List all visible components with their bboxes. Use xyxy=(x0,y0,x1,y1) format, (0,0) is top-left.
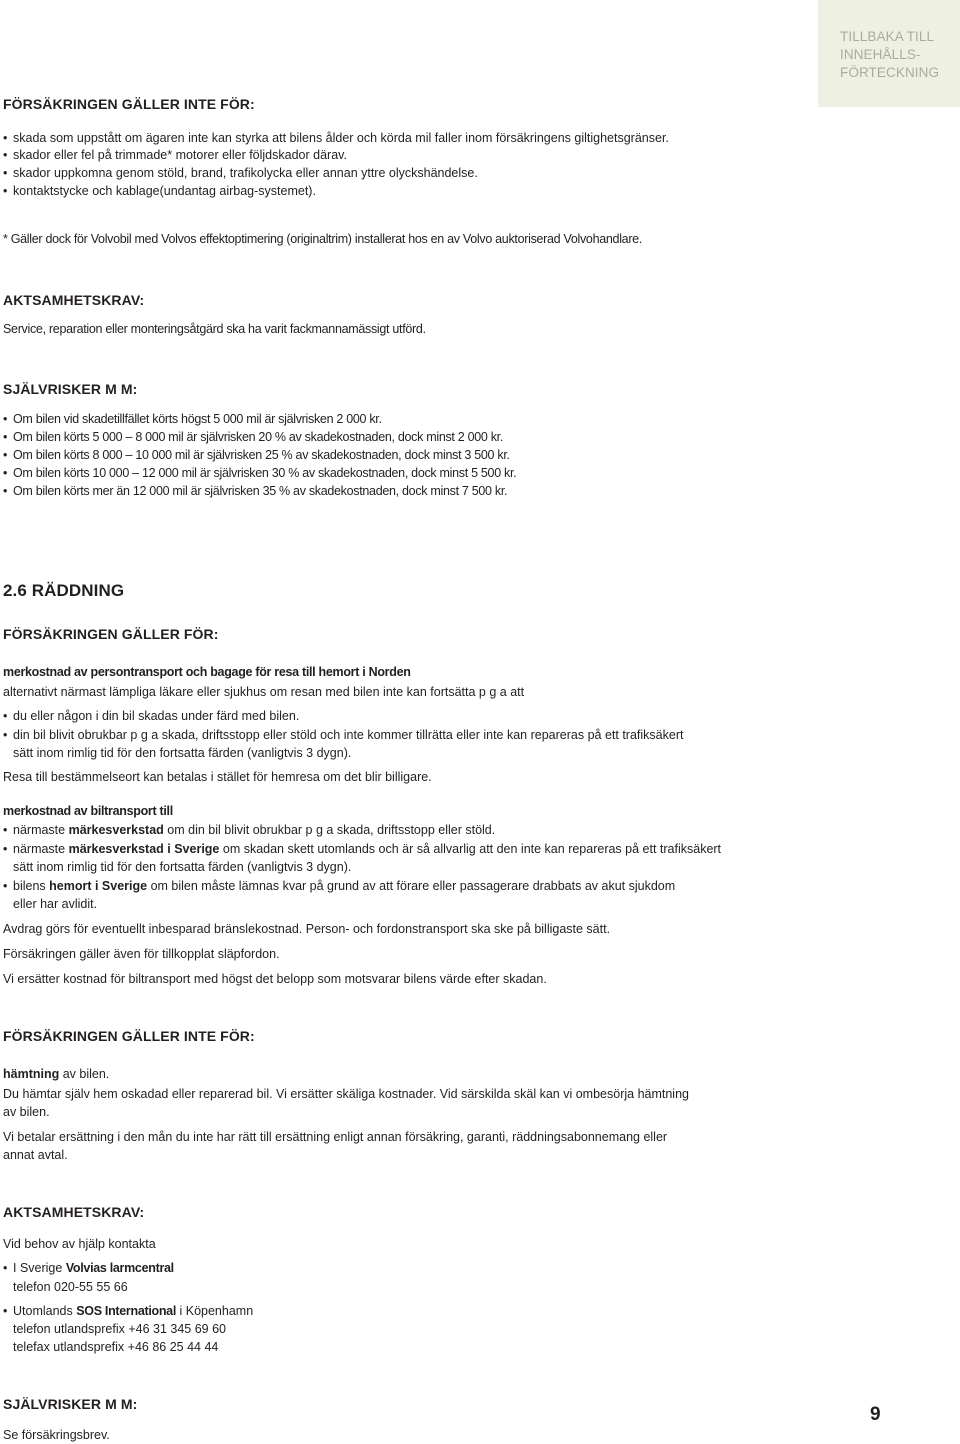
toc-link-line-3: FÖRTECKNING xyxy=(840,65,940,80)
contact-item: • I Sverige Volvias larmcentral xyxy=(3,1261,174,1275)
list-item-continuation: sätt inom rimlig tid för den fortsatta färden (vanligtvis 3 dygn). xyxy=(13,860,352,874)
toc-link-line-1: TILLBAKA TILL xyxy=(840,29,935,44)
paragraph: Resa till bestämmelseort kan betalas i stället för hemresa om det blir billigare. xyxy=(3,770,432,784)
section-heading-exclusions-2: FÖRSÄKRINGEN GÄLLER INTE FÖR: xyxy=(3,1028,255,1044)
list-item: • närmaste märkesverkstad i Sverige om skadan skett utomlands och är så allvarlig att den inte kan repareras på ett trafiksäkert xyxy=(3,842,722,856)
list-item-continuation: sätt inom rimlig tid för den fortsatta färden (vanligtvis 3 dygn). xyxy=(13,746,352,760)
paragraph: Vi betalar ersättning i den mån du inte har rätt till ersättning enligt annan försäkring, garanti, räddningsabonnemang eller xyxy=(3,1130,668,1144)
list-item: • Om bilen körts mer än 12 000 mil är självrisken 35 % av skadekostnaden, dock minst 7 500 kr. xyxy=(3,484,508,498)
phone-number: telefon 020-55 55 66 xyxy=(13,1280,128,1294)
list-item: • din bil blivit obrukbar p g a skada, driftsstopp eller stöld och inte kommer tillrätta eller inte kan repareras på ett trafiksäkert xyxy=(3,728,684,742)
section-heading-diligence-2: AKTSAMHETSKRAV: xyxy=(3,1204,145,1220)
list-item: • närmaste märkesverkstad om din bil blivit obrukbar p g a skada, driftsstopp eller stöld. xyxy=(3,823,496,837)
subheading: hämtning av bilen. xyxy=(3,1067,110,1081)
paragraph: Vi ersätter kostnad för biltransport med högst det belopp som motsvarar bilens värde efter skadan. xyxy=(3,972,547,986)
diligence-text: Service, reparation eller monteringsåtgärd ska ha varit fackmannamässigt utförd. xyxy=(3,322,426,336)
section-heading-exclusions: FÖRSÄKRINGEN GÄLLER INTE FÖR: xyxy=(3,96,255,112)
paragraph: Försäkringen gäller även för tillkopplat släpfordon. xyxy=(3,947,280,961)
contact-item: • Utomlands SOS International i Köpenhamn xyxy=(3,1304,254,1318)
section-title: 2.6 RÄDDNING xyxy=(3,581,125,600)
subheading: merkostnad av biltransport till xyxy=(3,804,173,818)
section-heading-deductibles: SJÄLVRISKER M M: xyxy=(3,381,138,397)
section-heading-deductibles-2: SJÄLVRISKER M M: xyxy=(3,1396,138,1412)
toc-link-line-2: INNEHÅLLS- xyxy=(840,47,921,62)
paragraph: annat avtal. xyxy=(3,1148,68,1162)
list-item: • skador uppkomna genom stöld, brand, trafikolycka eller annan yttre olyckshändelse. xyxy=(3,166,478,180)
list-item: • Om bilen körts 10 000 – 12 000 mil är självrisken 30 % av skadekostnaden, dock minst 5 500 kr. xyxy=(3,466,517,480)
list-item: • bilens hemort i Sverige om bilen måste lämnas kvar på grund av att förare eller passagerare drabbats av akut sjukdom xyxy=(3,879,676,893)
page-number: 9 xyxy=(870,1404,881,1425)
paragraph: Vid behov av hjälp kontakta xyxy=(3,1237,156,1251)
list-item: • du eller någon i din bil skadas under färd med bilen. xyxy=(3,709,300,723)
section-heading-coverage: FÖRSÄKRINGEN GÄLLER FÖR: xyxy=(3,626,219,642)
paragraph: Se försäkringsbrev. xyxy=(3,1428,110,1442)
list-item: • Om bilen vid skadetillfället körts högst 5 000 mil är självrisken 2 000 kr. xyxy=(3,412,382,426)
paragraph: Avdrag görs för eventuellt inbesparad bränslekostnad. Person- och fordonstransport ska ske på billigaste sätt. xyxy=(3,922,611,936)
back-to-toc-link[interactable] xyxy=(818,0,960,107)
list-item: • Om bilen körts 8 000 – 10 000 mil är självrisken 25 % av skadekostnaden, dock minst 3 500 kr. xyxy=(3,448,510,462)
paragraph: alternativt närmast lämpliga läkare eller sjukhus om resan med bilen inte kan fortsätta p g a att xyxy=(3,685,525,699)
fax-number: telefax utlandsprefix +46 86 25 44 44 xyxy=(13,1340,219,1354)
section-heading-diligence: AKTSAMHETSKRAV: xyxy=(3,292,145,308)
phone-number: telefon utlandsprefix +46 31 345 69 60 xyxy=(13,1322,227,1336)
list-item: • Om bilen körts 5 000 – 8 000 mil är självrisken 20 % av skadekostnaden, dock minst 2 000 kr. xyxy=(3,430,504,444)
list-item: • skador eller fel på trimmade* motorer eller följdskador därav. xyxy=(3,148,347,162)
list-item-continuation: eller har avlidit. xyxy=(13,897,98,911)
list-item: • kontaktstycke och kablage(undantag airbag-systemet). xyxy=(3,184,316,198)
paragraph: Du hämtar själv hem oskadad eller reparerad bil. Vi ersätter skäliga kostnader. Vid särskilda skäl kan vi ombesörja hämtning xyxy=(3,1087,689,1101)
subheading: merkostnad av persontransport och bagage för resa till hemort i Norden xyxy=(3,665,411,679)
paragraph: av bilen. xyxy=(3,1105,50,1119)
footnote: * Gäller dock för Volvobil med Volvos effektoptimering (originaltrim) installerat hos en av Volvo auktoriserad Volvohandlare. xyxy=(3,232,643,246)
list-item: • skada som uppstått om ägaren inte kan styrka att bilens ålder och körda mil faller inom försäkringens giltighetsgränser. xyxy=(3,131,669,145)
